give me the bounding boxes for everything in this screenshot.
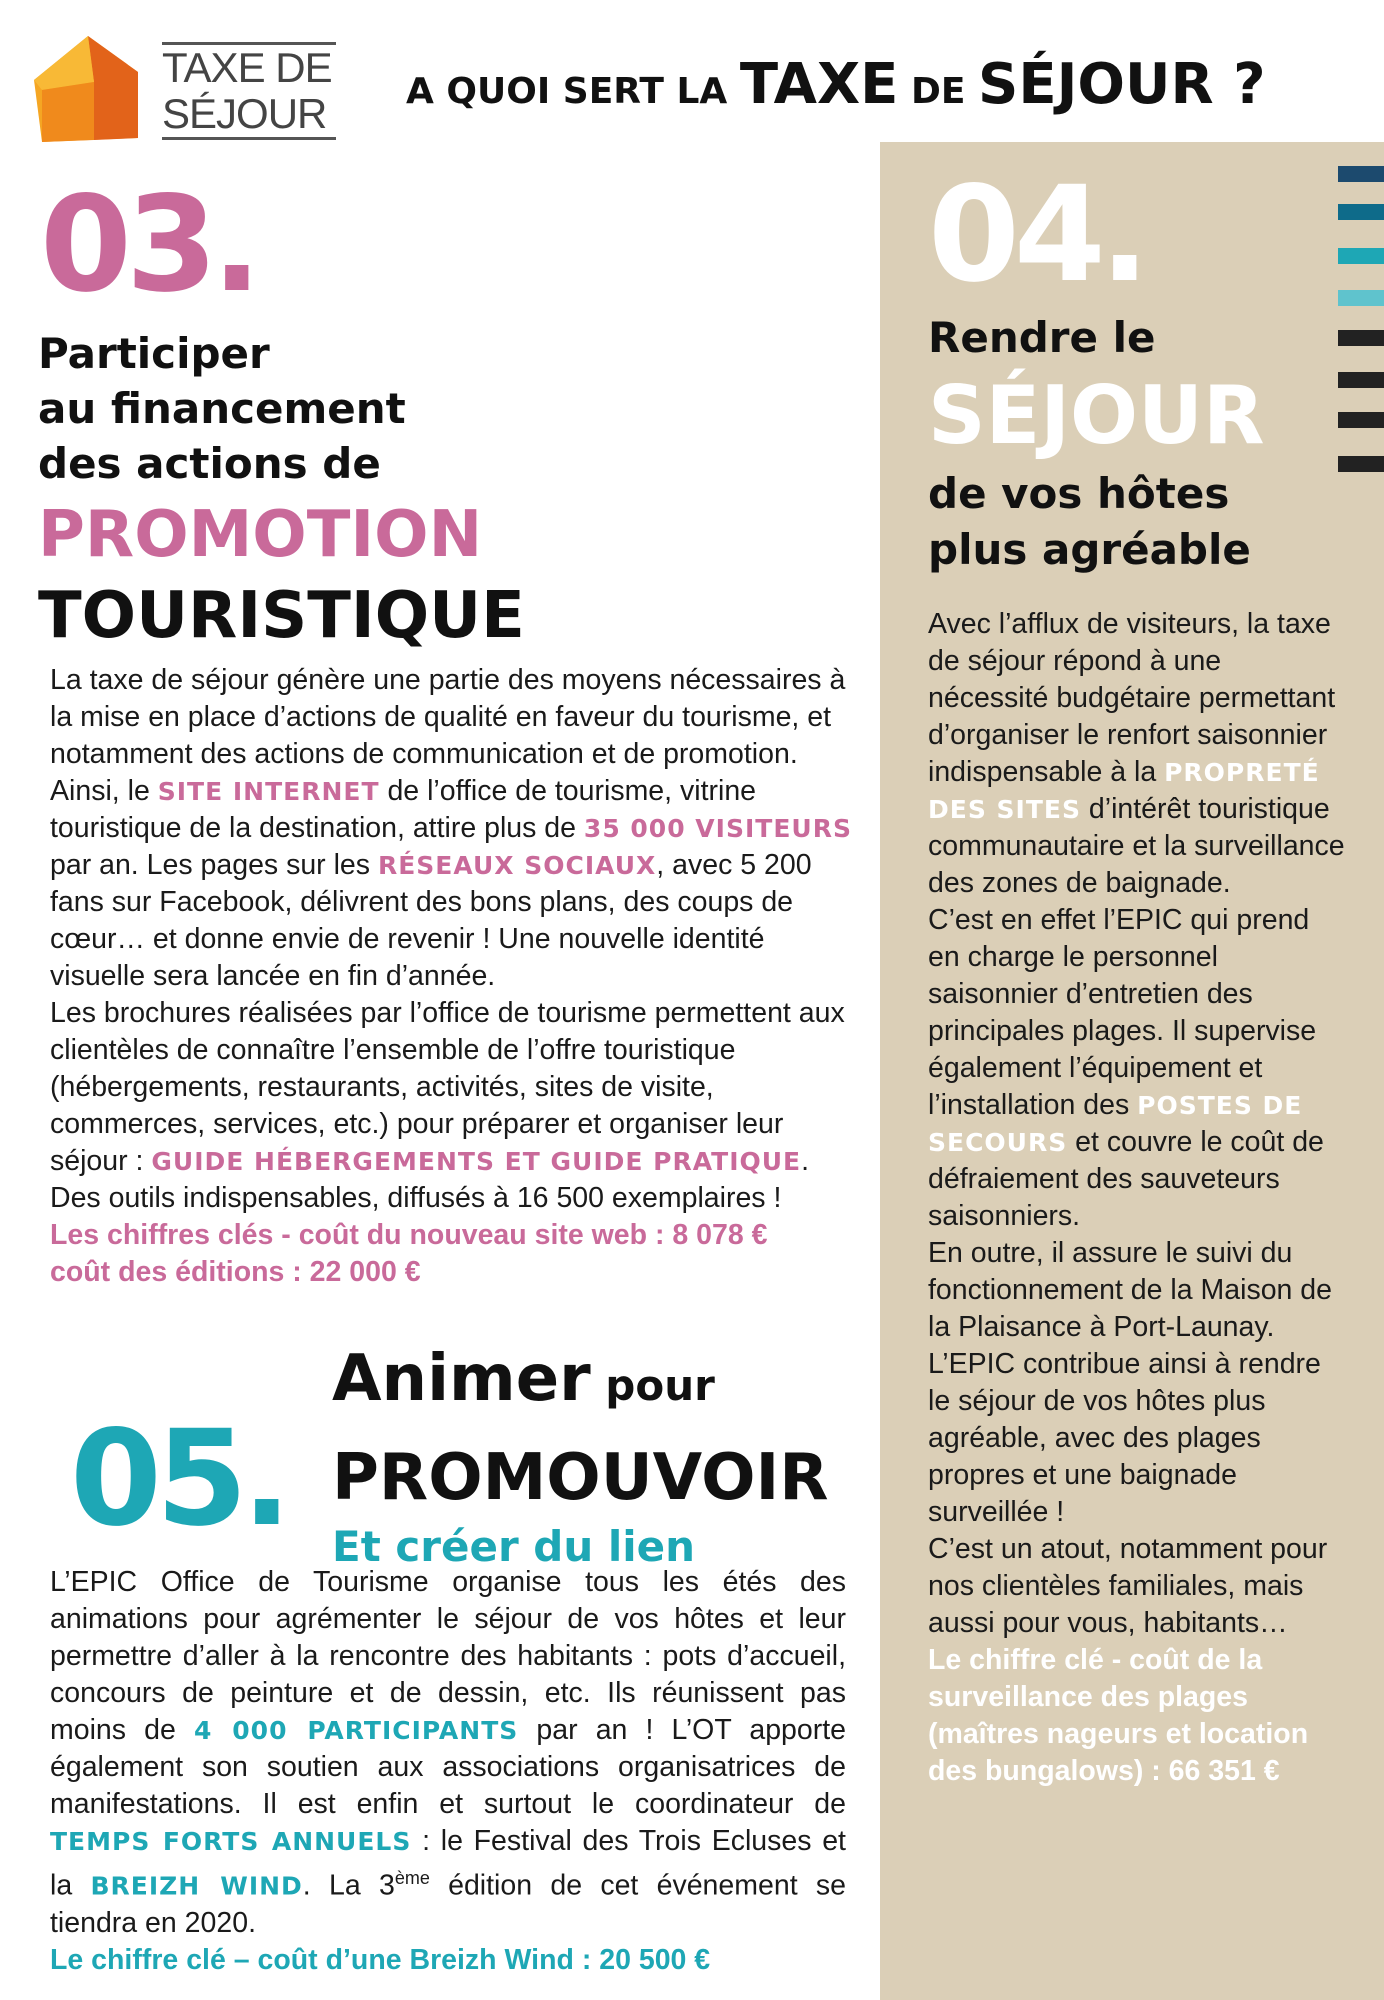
s05-key-figure: Le chiffre clé – coût d’une Breizh Wind : 20 500 € — [50, 1943, 711, 1976]
s03-p1b: de l’office de tourisme, vitrine touristique de la destination, attire plus de — [50, 775, 757, 844]
s05-pc: : le Festival des Trois Ecluses et la — [50, 1825, 846, 1902]
s05-paragraph — [50, 1564, 846, 1942]
s04-p2b: et couvre le coût de défraiement des sauveteurs saisonniers. — [928, 1126, 1324, 1232]
section-04-number: 04. — [928, 158, 1144, 312]
house-logo-icon — [28, 30, 144, 146]
s05-heading-pour: pour — [590, 1361, 715, 1410]
s03-key-figure-2: coût des éditions : 22 000 € — [50, 1256, 421, 1288]
s04-paragraph-1 — [928, 606, 1348, 902]
highlight-temps-forts: TEMPS FORTS ANNUELS — [50, 1827, 412, 1856]
section-04-body — [928, 606, 1348, 1790]
s04-heading-line3: de vos hôtes — [928, 469, 1230, 518]
highlight-reseaux-sociaux: RÉSEAUX SOCIAUX — [377, 851, 657, 880]
s04-paragraph-2 — [928, 902, 1348, 1235]
section-05-body — [50, 1564, 846, 1979]
section-03-heading — [38, 326, 525, 653]
s05-heading-line1 — [332, 1336, 829, 1438]
s03-heading-line1: Participer — [38, 329, 270, 378]
highlight-proprete-des-sites: PROPRETÉ DES SITES — [928, 758, 1320, 824]
s05-pa: L’EPIC Office de Tourisme organise tous les étés des animations pour agrémenter le séjour de vos hôtes et leur permettre d’aller à la rencontre des habitants : pots d’accueil, concours de peinture et de dessin, etc. Ils réunissent pas moins de — [50, 1566, 846, 1746]
title-part1: A QUOI SERT LA — [406, 71, 740, 112]
logo-wordmark — [162, 42, 336, 140]
s04-heading-line1: Rendre le — [928, 313, 1156, 362]
highlight-participants: 4 000 PARTICIPANTS — [193, 1716, 519, 1745]
s04-paragraph-4: L’EPIC contribue ainsi à rendre le séjour de vos hôtes plus agréable, avec des plages propres et une baignade surveillée ! — [928, 1348, 1321, 1528]
s04-heading-line4: plus agréable — [928, 525, 1251, 574]
s03-key-figure-1: Les chiffres clés - coût du nouveau site web : 8 078 € — [50, 1219, 768, 1251]
s04-p2a: C’est en effet l’EPIC qui prend en charge le personnel saisonnier d’entretien des principales plages. Il supervise également l’équipement et l’installation des — [928, 904, 1317, 1121]
section-05-heading — [332, 1336, 829, 1576]
s03-heading-line3: des actions de — [38, 439, 381, 488]
s05-heading-line3: Et créer du lien — [332, 1522, 696, 1571]
highlight-guides: GUIDE HÉBERGEMENTS ET GUIDE PRATIQUE — [151, 1147, 802, 1176]
logo — [28, 30, 144, 146]
page-title — [406, 52, 1266, 117]
s05-superscript: ème — [394, 1868, 430, 1888]
s04-p1a: Avec l’afflux de visiteurs, la taxe de séjour répond à une nécessité budgétaire permettant d’organiser le renfort saisonnier indispensable à la — [928, 608, 1336, 788]
highlight-site-internet: SITE INTERNET — [157, 777, 380, 806]
s03-p2b: . — [801, 1145, 810, 1177]
section-05-number: 05. — [70, 1402, 286, 1556]
s03-p1d: , avec 5 200 fans sur Facebook, délivrent des bons plans, des coups de cœur… et donne envie de revenir ! Une nouvelle identité visuelle sera lancée en fin d’année. — [50, 849, 812, 992]
s04-heading-line2: SÉJOUR — [928, 369, 1265, 462]
title-part5: ? — [1213, 52, 1266, 117]
section-03-number: 03. — [40, 168, 256, 322]
s04-p1b: d’intérêt touristique communautaire et la surveillance des zones de baignade. — [928, 793, 1345, 899]
title-part4: SÉJOUR — [977, 52, 1214, 117]
title-part2: TAXE — [739, 52, 899, 117]
s03-heading-line5: TOURISTIQUE — [38, 579, 525, 653]
section-03-body — [50, 662, 860, 1291]
highlight-visiteurs: 35 000 VISITEURS — [583, 814, 852, 843]
s03-heading-line2: au financement — [38, 384, 406, 433]
logo-line1: TAXE DE — [162, 44, 332, 91]
s03-p1c: par an. Les pages sur les — [50, 849, 378, 881]
title-part3: DE — [898, 71, 978, 112]
s03-paragraph-2 — [50, 995, 860, 1180]
s04-paragraph-5: C’est un atout, notamment pour nos clientèles familiales, mais aussi pour vous, habitants… — [928, 1533, 1328, 1639]
s04-paragraph-3: En outre, il assure le suivi du fonctionnement de la Maison de la Plaisance à Port-Launay. — [928, 1237, 1333, 1343]
section-04-heading — [928, 310, 1265, 578]
s05-heading-line2: PROMOUVOIR — [332, 1441, 829, 1515]
s05-pe: édition de cet événement se tiendra en 2020. — [50, 1869, 846, 1939]
s04-key-figure: Le chiffre clé - coût de la surveillance des plages (maîtres nageurs et location des bungalows) : 66 351 € — [928, 1644, 1309, 1787]
s03-paragraph-1 — [50, 662, 860, 995]
s05-heading-animer: Animer — [332, 1342, 591, 1416]
s03-p1a: La taxe de séjour génère une partie des moyens nécessaires à la mise en place d’actions de qualité en faveur du tourisme, et notamment des actions de communication et de promotion. Ainsi, le — [50, 664, 846, 807]
s03-p2a: Les brochures réalisées par l’office de tourisme permettent aux clientèles de connaître l’ensemble de l’offre touristique (hébergements, restaurants, activités, sites de visite, commerces, services, etc.) pour préparer et organiser leur séjour : — [50, 997, 845, 1177]
s05-pb: par an ! L’OT apporte également son soutien aux associations organisatrices de manifestations. Il est enfin et surtout le coordinateur de — [50, 1714, 847, 1820]
s05-pd: . La 3 — [302, 1869, 395, 1902]
logo-line2: SÉJOUR — [162, 90, 327, 137]
highlight-postes-de-secours: POSTES DE SECOURS — [928, 1091, 1303, 1157]
s03-paragraph-3: Des outils indispensables, diffusés à 16 500 exemplaires ! — [50, 1182, 782, 1214]
s03-heading-line4: PROMOTION — [38, 498, 483, 572]
highlight-breizh-wind: BREIZH WIND — [90, 1871, 303, 1901]
